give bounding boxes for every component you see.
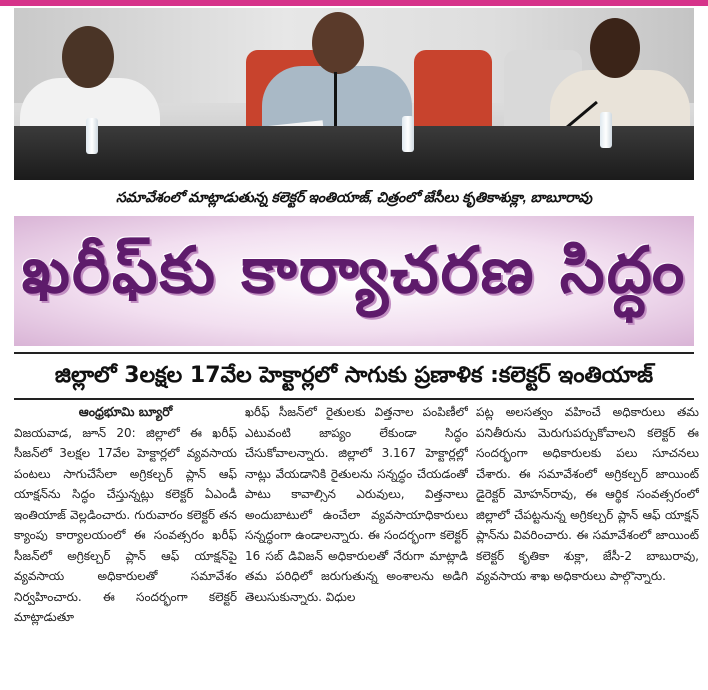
article-column-3 (476, 402, 699, 686)
article-column-1 (14, 402, 237, 686)
article-body (14, 402, 700, 686)
article-column-2 (245, 402, 468, 686)
photo-water-bottle (600, 112, 612, 148)
photo-caption: సమావేశంలో మాట్లాడుతున్న కలెక్టర్ ఇంతియాజ్, చిత్రంలో జేసీలు కృతికాశుక్లా, బాబూరావు (115, 189, 593, 205)
article-paragraph: పట్ల అలసత్వం వహించే అధికారులు తమ పనితీరును మెరుగుపర్చుకోవాలని కలెక్టర్ ఈ సందర్భంగా అధికారులకు పలు సూచనలు చేశారు. ఈ సమావేశంలో అగ్రికల్చర్ జాయింట్ డైరెక్టర్ మోహన్‌రావు, ఈ ఆర్థిక సంవత్సరంలో జిల్లాలో చేపట్టనున్న అగ్రికల్చర్ ప్లాన్ ఆఫ్ యాక్షన్ ప్లాన్‌ను వివరించారు. ఈ సమావేశంలో జాయింట్ కలెక్టర్ కృతికా శుక్లా, జేసీ-2 బాబురావు, వ్యవసాయ శాఖ అధికారులు పాల్గొన్నారు. (476, 405, 699, 583)
byline: ఆంధ్రభూమి బ్యూరో (78, 404, 173, 419)
photo-water-bottle (86, 118, 98, 154)
news-photo (14, 8, 694, 180)
photo-water-bottle (402, 116, 414, 152)
subheadline: జిల్లాలో 3లక్షల 17వేల హెక్టార్లలో సాగుకు ప్రణాళిక :కలెక్టర్ ఇంతియాజ్ (14, 352, 694, 400)
top-accent-bar (0, 0, 708, 6)
headline-banner (14, 216, 694, 346)
headline: ఖరీఫ్‌కు కార్యాచరణ సిద్ధం (21, 234, 687, 308)
article-paragraph: ఖరీఫ్ సీజన్‌లో రైతులకు విత్తనాల పంపిణీలో ఎటువంటి జాప్యం లేకుండా సిద్ధం చేసుకోవాలన్నారు. జిల్లాలో 3.167 హెక్టార్లల్లో నాట్లు వేయడానికి రైతులను సన్నద్ధం చేయడంతో పాటు కావాల్సిన ఎరువులు, విత్తనాలు అందుబాటులో ఉంచేలా వ్యవసాయాధికారులు సన్నద్ధంగా ఉండాలన్నారు. ఈ సందర్భంగా కలెక్టర్ 16 సబ్ డివిజన్ అధికారులతో నేరుగా మాట్లాడి తమ పరిధిలో జరుగుతున్న అంశాలను అడిగి తెలుసుకున్నారు. విధుల (245, 405, 468, 604)
photo-table (14, 126, 694, 180)
article-paragraph: విజయవాడ, జూన్ 20: జిల్లాలో ఈ ఖరీఫ్ సీజన్‌లో 3లక్షల 17వేల హెక్టార్లలో వ్యవసాయ పంటలు సాగుచేసేలా అగ్రికల్చర్ ప్లాన్ ఆఫ్ యాక్షన్‌ను సిద్ధం చేస్తున్నట్లు కలెక్టర్ ఏఎండీ ఇంతియాజ్ వెల్లడించారు. గురువారం కలెక్టర్ తన క్యాంపు కార్యాలయంలో ఈ సంవత్సరం ఖరీఫ్ సీజన్‌లో అగ్రికల్చర్ ప్లాన్ ఆఫ్ యాక్షన్‌పై వ్యవసాయ అధికారులతో సమావేశం నిర్వహించారు. ఈ సందర్భంగా కలెక్టర్ మాట్లాడుతూ (14, 425, 237, 624)
